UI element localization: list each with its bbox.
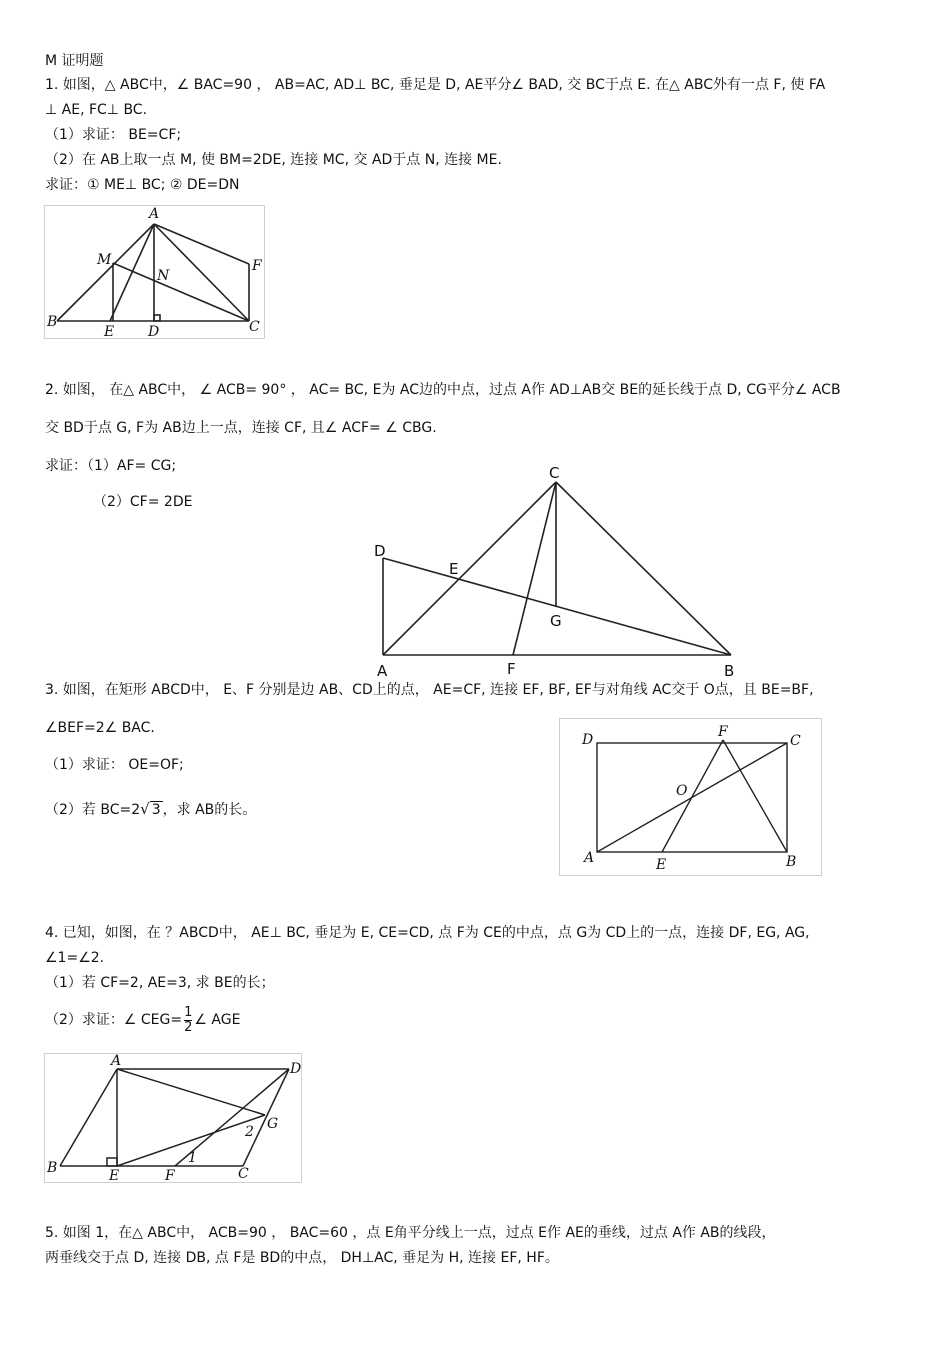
fig1-label-4: B [47, 314, 58, 330]
problem-3-line-4-tail: ，求 AB的长。 [162, 802, 257, 818]
fig2-label-1: D [374, 542, 386, 560]
problem-1-line-3: （1）求证： BE=CF; [45, 127, 182, 143]
figure-4 [44, 1053, 302, 1183]
problem-1-line-4: （2）在 AB上取一点 M, 使 BM=2DE, 连接 MC, 交 AD于点 N, 连接 ME. [45, 152, 502, 168]
fig3-label-0: D [582, 732, 594, 748]
fig3-label-2: C [790, 733, 801, 749]
fig4-label-4: 1 [188, 1150, 197, 1166]
problem-2-line-4: （2）CF= 2DE [93, 494, 193, 510]
fig1-label-0: A [149, 206, 160, 222]
fig4-label-8: C [238, 1166, 249, 1182]
fig3-label-1: F [718, 724, 728, 740]
problem-4-line-1: 4. 已知，如图，在 ？ABCD中， AE⊥ BC, 垂足为 E, CE=CD, 点 F为 CE的中点，点 G为 CD上的一点，连接 DF, EG, AG, [45, 925, 810, 941]
problem-2-line-1: 2. 如图， 在△ ABC中， ∠ ACB= 90° ， AC= BC, E为 AC边的中点，过点 A作 AD⊥AB交 BE的延长线于点 D, CG平分∠ ACB [45, 382, 841, 398]
problem-4-line-2: ∠1=∠2. [45, 950, 105, 966]
fig4-label-3: 2 [245, 1124, 254, 1140]
fig1-label-1: M [97, 252, 112, 268]
fig4-label-2: G [267, 1116, 279, 1132]
fig3-label-4: A [584, 850, 595, 866]
fig4-label-1: D [290, 1061, 301, 1077]
problem-3-line-3: （1）求证： OE=OF; [45, 757, 184, 773]
fig2-label-0: C [549, 464, 560, 482]
sqrt-icon: √ [140, 800, 150, 818]
figure-2 [365, 462, 750, 684]
figure-3 [559, 718, 822, 876]
fraction-den: 2 [184, 1019, 193, 1035]
figure-1 [44, 205, 265, 339]
problem-3-line-1: 3. 如图，在矩形 ABCD中， E、F 分别是边 AB、CD上的点， AE=CF, 连接 EF, BF, EF与对角线 AC交于 O点，且 BE=BF, [45, 682, 814, 698]
fig2-label-5: F [507, 660, 516, 678]
fig3-label-5: E [656, 857, 667, 873]
problem-3-line-4 [45, 800, 256, 819]
fig1-label-7: C [249, 319, 260, 335]
problem-5-line-1: 5. 如图 1，在△ ABC中， ACB=90 ， BAC=60 ，点 E角平分线上一点，过点 E作 AE的垂线，过点 A作 AB的线段， [45, 1225, 776, 1241]
problem-4-line-4 [45, 1002, 240, 1038]
fig2-label-6: B [724, 662, 735, 680]
problem-1-line-1: 1. 如图，△ ABC中，∠ BAC=90 ， AB=AC, AD⊥ BC, 垂足是 D, AE平分∠ BAD, 交 BC于点 E. 在△ ABC外有一点 F, 使 FA [45, 77, 826, 93]
problem-4-line-4-text: （2）求证：∠ CEG= [45, 1012, 183, 1028]
problem-3-line-2: ∠BEF=2∠ BAC. [45, 720, 155, 736]
fig4-label-7: F [165, 1168, 175, 1182]
fig4-label-5: B [47, 1160, 58, 1176]
page-heading: M 证明题 [45, 53, 104, 69]
fig1-label-5: E [104, 324, 115, 338]
fig3-label-3: O [676, 783, 688, 799]
radicand: 3 [151, 802, 161, 818]
problem-2-line-3: 求证：（1）AF= CG; [45, 458, 177, 474]
fig2-label-2: E [449, 560, 459, 578]
fig3-label-6: B [786, 854, 797, 870]
problem-2-line-2: 交 BD于点 G, F为 AB边上一点，连接 CF, 且∠ ACF= ∠ CBG. [45, 420, 437, 436]
fig4-label-0: A [111, 1054, 122, 1069]
problem-5-line-2: 两垂线交于点 D, 连接 DB, 点 F是 BD的中点， DH⊥AC, 垂足为 H, 连接 EF, HF。 [45, 1250, 559, 1266]
problem-4-line-3: （1）若 CF=2, AE=3, 求 BE的长； [45, 975, 275, 991]
fig1-label-3: F [252, 258, 262, 274]
fig2-label-4: A [377, 662, 388, 680]
fig1-label-6: D [148, 324, 160, 338]
fig2-label-3: G [550, 612, 562, 630]
fraction [184, 1006, 192, 1035]
problem-1-line-2: ⊥ AE, FC⊥ BC. [45, 102, 148, 118]
fraction-num: 1 [184, 1004, 193, 1020]
problem-1-line-5: 求证：① ME⊥ BC; ② DE=DN [45, 177, 240, 193]
fig1-label-2: N [157, 268, 170, 284]
problem-3-line-4-text: （2）若 BC=2 [45, 802, 141, 818]
fig4-label-6: E [109, 1168, 120, 1182]
problem-4-line-4-tail: ∠ AGE [194, 1012, 241, 1028]
